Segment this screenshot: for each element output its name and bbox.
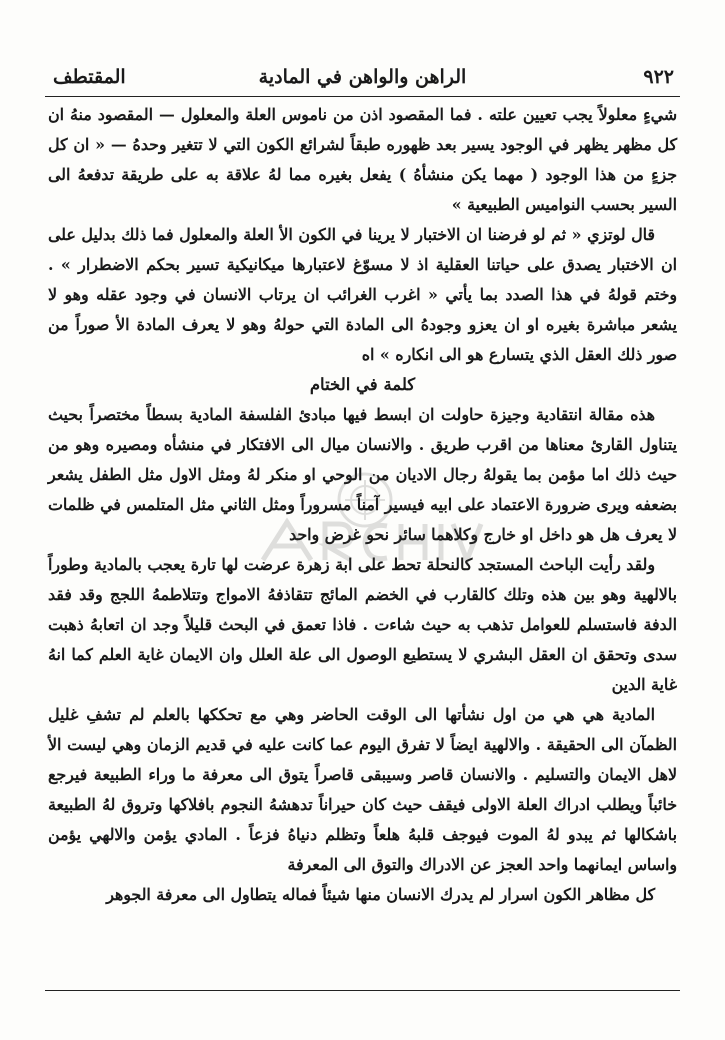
page-header — [45, 62, 680, 92]
running-title: الراهن والواهن في المادية — [258, 66, 467, 88]
article-body — [48, 100, 677, 910]
page-number: ٩٢٢ — [643, 66, 674, 88]
footer-rule — [45, 990, 680, 991]
journal-name: المقتطف — [53, 66, 126, 88]
paragraph-1: شيءٍ معلولاً يجب تعيين علته . فما المقصود اذن من ناموس العلة والمعلول — المقصود منهُ ان كل مظهر يظهر في الوجود يسير بعد ظهوره طبقاً لشرائع الكون التي لا تتغير وحدهُ — « ان كل جزءٍ من هذا الوجود ( مهما يكن منشأهُ ) يفعل بغيره مما لهُ علاقة به على طريقة تدفعهُ الى السير بحسب النواميس الطبيعية » — [48, 105, 677, 214]
paragraph-5: المادية هي هي من اول نشأتها الى الوقت الحاضر وهي مع تحككها بالعلم لم تشفِ غليل الظمآن الى الحقيقة . والالهية ايضاً لا تفرق اليوم عما كانت عليه في قديم الزمان وهي ليست الأ لاهل الايمان والتسليم . والانسان قاصر وسيبقى قاصراً يتوق الى معرفة ما وراء الطبيعة فيرجع خائباً ويطلب ادراك العلة الاولى فيقف حيث كان حيراناً تدهشهُ النجوم بافلاكها وتروق لهُ الطبيعة باشكالها ثم يبدو لهُ الموت فيوجف قلبهُ هلعاً وتظلم دنياهُ فزعاً . المادي يؤمن والالهي يؤمن واساس ايمانهما واحد العجز عن الادراك والتوق الى المعرفة — [48, 705, 677, 874]
section-heading: كلمة في الختام — [309, 375, 416, 394]
header-rule — [45, 96, 680, 97]
paragraph-6: كل مظاهر الكون اسرار لم يدرك الانسان منها شيئاً فماله يتطاول الى معرفة الجوهر — [106, 885, 655, 904]
paragraph-2: قال لوتزي « ثم لو فرضنا ان الاختبار لا يرينا في الكون الأ العلة والمعلول فما ذلك بدليل على ان الاختبار يصدق على حياتنا العقلية اذ لا مسوّغ لاعتبارها ميكانيكية تسير بحكم الاضطرار » . وختم قولهُ في هذا الصدد بما يأتي « اغرب الغرائب ان يرتاب الانسان في وجود عقله وهو لا يشعر مباشرة بغيره او ان يعزو وجودهُ الى المادة التي حولهُ وهو لا يعرف المادة الأ صوراً من صور ذلك العقل الذي يتسارع هو الى انكاره » اه — [48, 225, 677, 364]
paragraph-4: ولقد رأيت الباحث المستجد كالنحلة تحط على ابة زهرة عرضت لها تارة يعجب بالمادية وطوراً بالالهية وهو بين هذه وتلك كالقارب في الخضم المائج تتقاذفهُ الامواج وتتلاطمهُ اللجج وقد فقد الدفة فاستسلم للعوامل تذهب به حيث شاءت . فاذا تعمق في البحث قليلاً وجد ان اتعابهُ ذهبت سدى وتحقق ان العقل البشري لا يستطيع الوصول الى علة العلل وان الايمان غاية العلم كما انهُ غاية الدين — [48, 555, 677, 694]
paragraph-3: هذه مقالة انتقادية وجيزة حاولت ان ابسط فيها مبادئ الفلسفة المادية بسطاً مختصراً بحيث يتناول القارئ معناها من اقرب طريق . والانسان ميال الى الافتكار في منشأه ومصيره وهو من حيث ذلك اما مؤمن بما يقولهُ رجال الاديان من الوحي او منكر لهُ ومثل الاول مثل الطفل يشعر بضعفه ويرى ضرورة الاعتماد على ابيه فيسير آمناً مسروراً ومثل الثاني مثل المتلمس في ظلمات لا يعرف هل هو داخل او خارج وكلاهما سائر نحو غرض واحد — [48, 405, 677, 544]
